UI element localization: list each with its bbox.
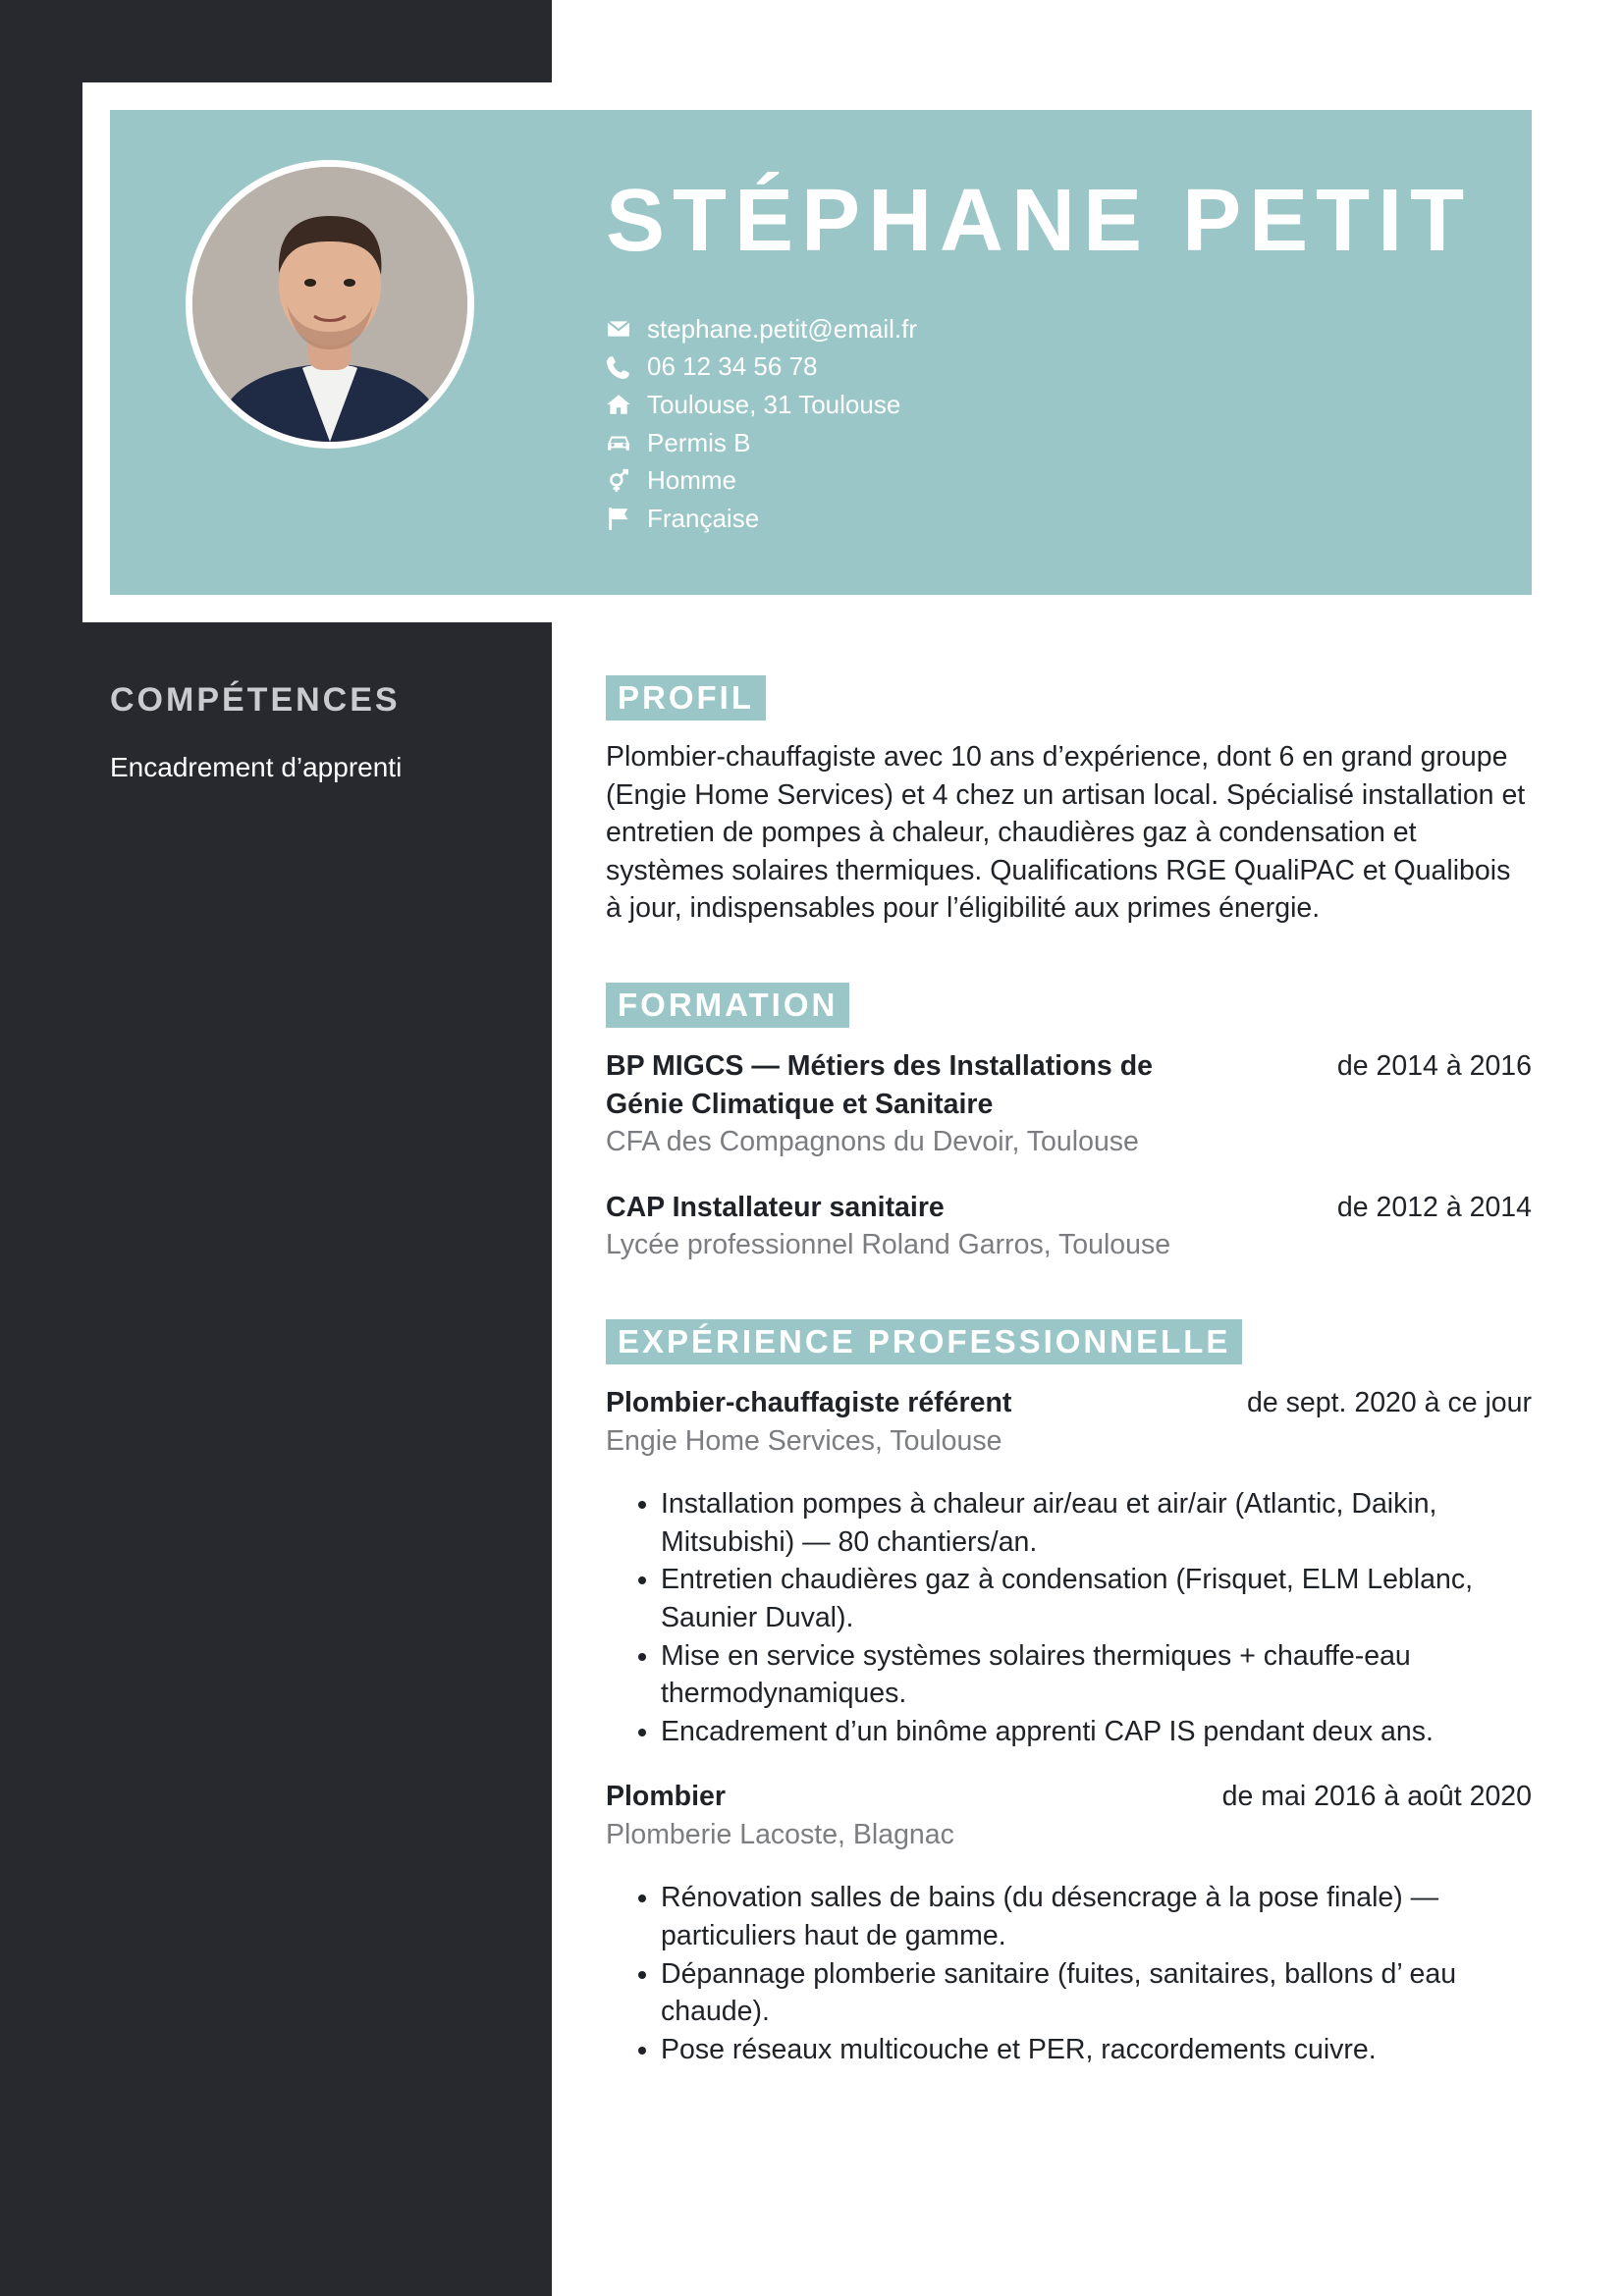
contact-email (606, 310, 917, 348)
main-content (606, 675, 1532, 2068)
job-company: Plomberie Lacoste, Blagnac (606, 1818, 954, 1850)
job-task: • Rénovation salles de bains (du désencrage à la pose finale) — particuliers haut de gamme. (661, 1879, 1532, 1954)
profile-section (606, 675, 1532, 928)
job-title: Plombier (606, 1781, 726, 1813)
contact-address (606, 386, 917, 424)
job-date: de mai 2016 à août 2020 (1221, 1781, 1532, 1813)
job-task: • Dépannage plomberie sanitaire (fuites, sanitaires, ballons d’ eau chaude). (661, 1955, 1532, 2031)
skill-item: Encadrement d’apprenti (110, 752, 403, 782)
job-title: Plombier-chauffagiste référent (606, 1386, 1012, 1418)
contact-gender-text: Homme (647, 465, 737, 496)
job-date: de sept. 2020 à ce jour (1247, 1386, 1532, 1418)
profile-text: Plombier-chauffagiste avec 10 ans d’expérience, dont 6 en grand groupe (Engie Home Services) et 4 chez un artisan local. Spécialisé installation et entretien de pompes à chaleur, chaudières gaz à condensation et systèmes solaires thermiques. Qualifications RGE QualiPAC et Qualibois à jour, indispensables pour l’éligibilité aux primes énergie. (606, 741, 1526, 925)
experience-entry (606, 1778, 1532, 2068)
contact-address-text: Toulouse, 31 Toulouse (647, 389, 901, 419)
formation-heading: FORMATION (606, 983, 849, 1028)
contact-email-text: stephane.petit@email.fr (647, 313, 917, 344)
car-icon (606, 430, 631, 455)
formation-title: CAP Installateur sanitaire (606, 1191, 945, 1223)
home-icon (606, 392, 631, 417)
job-task: • Installation pompes à chaleur air/eau et air/air (Atlantic, Daikin, Mitsubishi) — 80 chantiers/an. (661, 1485, 1532, 1561)
profile-photo (186, 160, 474, 449)
phone-icon (606, 354, 631, 380)
skills-heading: COMPÉTENCES (110, 681, 401, 719)
experience-entry (606, 1384, 1532, 1750)
profile-heading: PROFIL (606, 675, 766, 721)
formation-title: BP MIGCS — Métiers des Installations de Génie Climatique et Sanitaire (606, 1049, 1153, 1120)
experience-section (606, 1319, 1532, 2069)
job-tasks (606, 1485, 1532, 1750)
flag-icon (606, 506, 631, 531)
contact-gender (606, 461, 917, 500)
contact-license (606, 424, 917, 462)
formation-section (606, 983, 1532, 1264)
contact-phone (606, 348, 917, 387)
contact-nationality (606, 500, 917, 538)
envelope-icon (606, 316, 631, 342)
formation-school: CFA des Compagnons du Devoir, Toulouse (606, 1126, 1139, 1158)
job-tasks (606, 1879, 1532, 2068)
job-task: • Encadrement d’un binôme apprenti CAP IS pendant deux ans. (661, 1713, 1532, 1751)
formation-entry (606, 1189, 1532, 1264)
contact-nationality-text: Française (647, 503, 760, 533)
job-task: • Pose réseaux multicouche et PER, raccordements cuivre. (661, 2031, 1532, 2069)
formation-date: de 2014 à 2016 (1336, 1049, 1532, 1082)
formation-entry (606, 1047, 1532, 1161)
candidate-name: STÉPHANE PETIT (606, 172, 1473, 270)
contact-list (606, 310, 917, 538)
job-company: Engie Home Services, Toulouse (606, 1424, 1002, 1457)
job-task: • Entretien chaudières gaz à condensation (Frisquet, ELM Leblanc, Saunier Duval). (661, 1561, 1532, 1636)
formation-date: de 2012 à 2014 (1336, 1191, 1532, 1223)
gender-icon (606, 468, 631, 494)
experience-heading: EXPÉRIENCE PROFESSIONNELLE (606, 1319, 1242, 1364)
contact-license-text: Permis B (647, 427, 751, 457)
job-task: • Mise en service systèmes solaires thermiques + chauffe-eau thermodynamiques. (661, 1637, 1532, 1713)
formation-school: Lycée professionnel Roland Garros, Toulouse (606, 1229, 1171, 1261)
skills-list (110, 748, 402, 787)
contact-phone-text: 06 12 34 56 78 (647, 351, 818, 382)
